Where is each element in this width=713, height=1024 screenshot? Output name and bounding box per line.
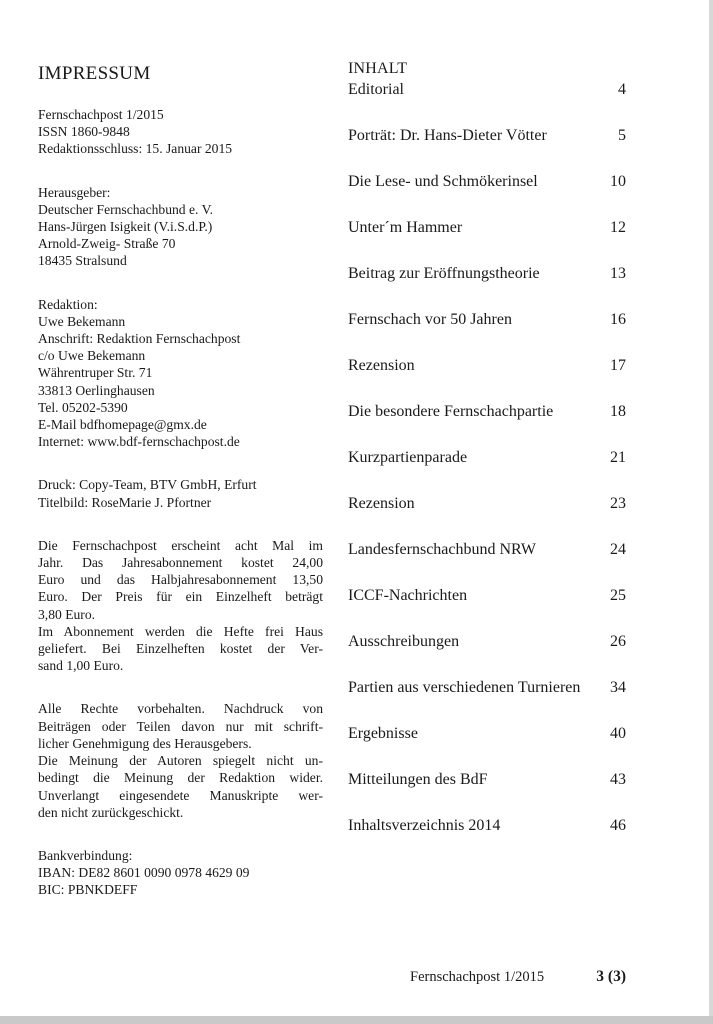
toc-column	[348, 60, 626, 837]
page-footer	[410, 967, 626, 987]
rights-line: Alle Rechte vorbehalten. Nachdruck von	[38, 701, 323, 717]
toc-entry-title: Inhaltsverzeichnis 2014	[348, 817, 501, 834]
subscription-line: 3,80 Euro.	[38, 606, 96, 622]
toc-entry	[348, 584, 626, 607]
page-edge-shadow	[709, 0, 713, 1024]
toc-entry-page: 4	[618, 81, 626, 98]
subscription-line: Jahr. Das Jahresabonnement kostet 24,00	[38, 555, 323, 571]
toc-entry-title: Partien aus verschiedenen Turnieren	[348, 679, 581, 696]
rights-info	[38, 700, 323, 820]
editorial-line: Anschrift: Redaktion Fernschachpost	[38, 331, 241, 347]
toc-entry-page: 23	[610, 495, 626, 512]
impressum-column	[38, 62, 323, 899]
bic-line: BIC: PBNKDEFF	[38, 882, 138, 898]
rights-line: Die Meinung der Autoren spiegelt nicht un-	[38, 753, 323, 769]
toc-entry	[348, 400, 626, 423]
toc-entry-page: 46	[610, 817, 626, 834]
rights-line: licher Genehmigung des Herausgebers.	[38, 735, 252, 751]
toc-entry	[348, 492, 626, 515]
publisher-info	[38, 184, 323, 270]
footer-magazine: Fernschachpost 1/2015	[410, 969, 545, 985]
subscription-line: Die Fernschachpost erscheint acht Mal im	[38, 537, 323, 553]
toc-entry	[348, 538, 626, 561]
toc-entry	[348, 216, 626, 239]
toc-entry-title: Kurzpartienparade	[348, 449, 468, 466]
toc-entry-title: Landesfernschachbund NRW	[348, 541, 536, 558]
toc-entry-title: Porträt: Dr. Hans-Dieter Vötter	[348, 127, 547, 144]
toc-entry	[348, 768, 626, 791]
toc-entry-page: 10	[610, 173, 626, 190]
toc-entry-title: Rezension	[348, 357, 415, 374]
print-line: Druck: Copy-Team, BTV GmbH, Erfurt	[38, 477, 257, 493]
subscription-line: geliefert. Bei Einzelheften kostet der Ver-	[38, 641, 323, 657]
toc-entry-title: Rezension	[348, 495, 415, 512]
toc-entry	[348, 630, 626, 653]
subscription-line: Im Abonnement werden die Hefte frei Haus	[38, 623, 323, 639]
toc-entry	[348, 722, 626, 745]
toc-entry	[348, 78, 626, 101]
toc-list	[348, 78, 626, 837]
deadline-line: Redaktionsschluss: 15. Januar 2015	[38, 141, 233, 157]
toc-entry-title: Editorial	[348, 81, 404, 98]
toc-entry-page: 16	[610, 311, 626, 328]
toc-entry-page: 43	[610, 771, 626, 788]
footer-page-number: 3 (3)	[596, 968, 626, 985]
rights-line: bedingt die Meinung der Redaktion wider.	[38, 770, 323, 786]
toc-entry-title: Die besondere Fernschachpartie	[348, 403, 554, 420]
toc-entry-page: 17	[610, 357, 626, 374]
toc-entry	[348, 354, 626, 377]
toc-entry-page: 40	[610, 725, 626, 742]
toc-entry-title: Mitteilungen des BdF	[348, 771, 488, 788]
issn-line: ISSN 1860-9848	[38, 124, 130, 140]
toc-entry-title: Unter´m Hammer	[348, 219, 463, 236]
subscription-line: Euro und das Halbjahresabonnement 13,50	[38, 572, 323, 588]
rights-line: Beiträgen oder Teilen davon nur mit schrift-	[38, 718, 323, 734]
toc-entry-title: Beitrag zur Eröffnungstheorie	[348, 265, 540, 282]
toc-entry-page: 25	[610, 587, 626, 604]
toc-entry	[348, 814, 626, 837]
publisher-line: 18435 Stralsund	[38, 253, 127, 269]
toc-entry-title: ICCF-Nachrichten	[348, 587, 468, 604]
editorial-line: Uwe Bekemann	[38, 313, 126, 329]
publisher-line: Arnold-Zweig- Straße 70	[38, 236, 176, 252]
issue-info	[38, 106, 323, 158]
impressum-title: IMPRESSUM	[38, 63, 151, 84]
toc-entry-page: 12	[610, 219, 626, 236]
toc-entry-page: 26	[610, 633, 626, 650]
rights-line: Unverlangt eingesendete Manuskripte wer-	[38, 787, 323, 803]
email-line: E-Mail bdfhomepage@gmx.de	[38, 417, 207, 433]
editorial-label: Redaktion:	[38, 296, 98, 312]
toc-entry	[348, 170, 626, 193]
toc-title: INHALT	[348, 60, 408, 77]
iban-line: IBAN: DE82 8601 0090 0978 4629 09	[38, 865, 250, 881]
page-edge-bottom	[0, 1016, 713, 1024]
toc-entry-title: Fernschach vor 50 Jahren	[348, 311, 512, 328]
toc-entry	[348, 676, 626, 699]
toc-entry-page: 24	[610, 541, 626, 558]
phone-line: Tel. 05202-5390	[38, 399, 128, 415]
print-info	[38, 476, 323, 510]
subscription-line: sand 1,00 Euro.	[38, 658, 124, 674]
toc-entry-title: Die Lese- und Schmökerinsel	[348, 173, 538, 190]
toc-entry-page: 13	[610, 265, 626, 282]
editorial-info	[38, 296, 323, 451]
toc-entry-page: 5	[618, 127, 626, 144]
website-line: Internet: www.bdf-fernschachpost.de	[38, 434, 240, 450]
subscription-line: Euro. Der Preis für ein Einzelheft beträgt	[38, 589, 323, 605]
issue-line: Fernschachpost 1/2015	[38, 107, 164, 122]
toc-entry-page: 21	[610, 449, 626, 466]
cover-image-line: Titelbild: RoseMarie J. Pfortner	[38, 494, 212, 510]
toc-entry	[348, 446, 626, 469]
editorial-line: c/o Uwe Bekemann	[38, 348, 146, 364]
publisher-line: Hans-Jürgen Isigkeit (V.i.S.d.P.)	[38, 219, 213, 235]
toc-entry-title: Ergebnisse	[348, 725, 418, 742]
toc-entry-page: 18	[610, 403, 626, 420]
toc-entry	[348, 308, 626, 331]
toc-entry-page: 34	[610, 679, 626, 696]
bank-label: Bankverbindung:	[38, 847, 133, 863]
toc-entry-title: Ausschreibungen	[348, 633, 460, 650]
subscription-info	[38, 537, 323, 675]
bank-info	[38, 847, 323, 899]
editorial-line: 33813 Oerlinghausen	[38, 382, 155, 398]
toc-entry	[348, 124, 626, 147]
rights-line: den nicht zurückgeschickt.	[38, 804, 184, 820]
publisher-label: Herausgeber:	[38, 184, 111, 200]
publisher-line: Deutscher Fernschachbund e. V.	[38, 201, 214, 217]
editorial-line: Währentruper Str. 71	[38, 365, 153, 381]
toc-entry	[348, 262, 626, 285]
